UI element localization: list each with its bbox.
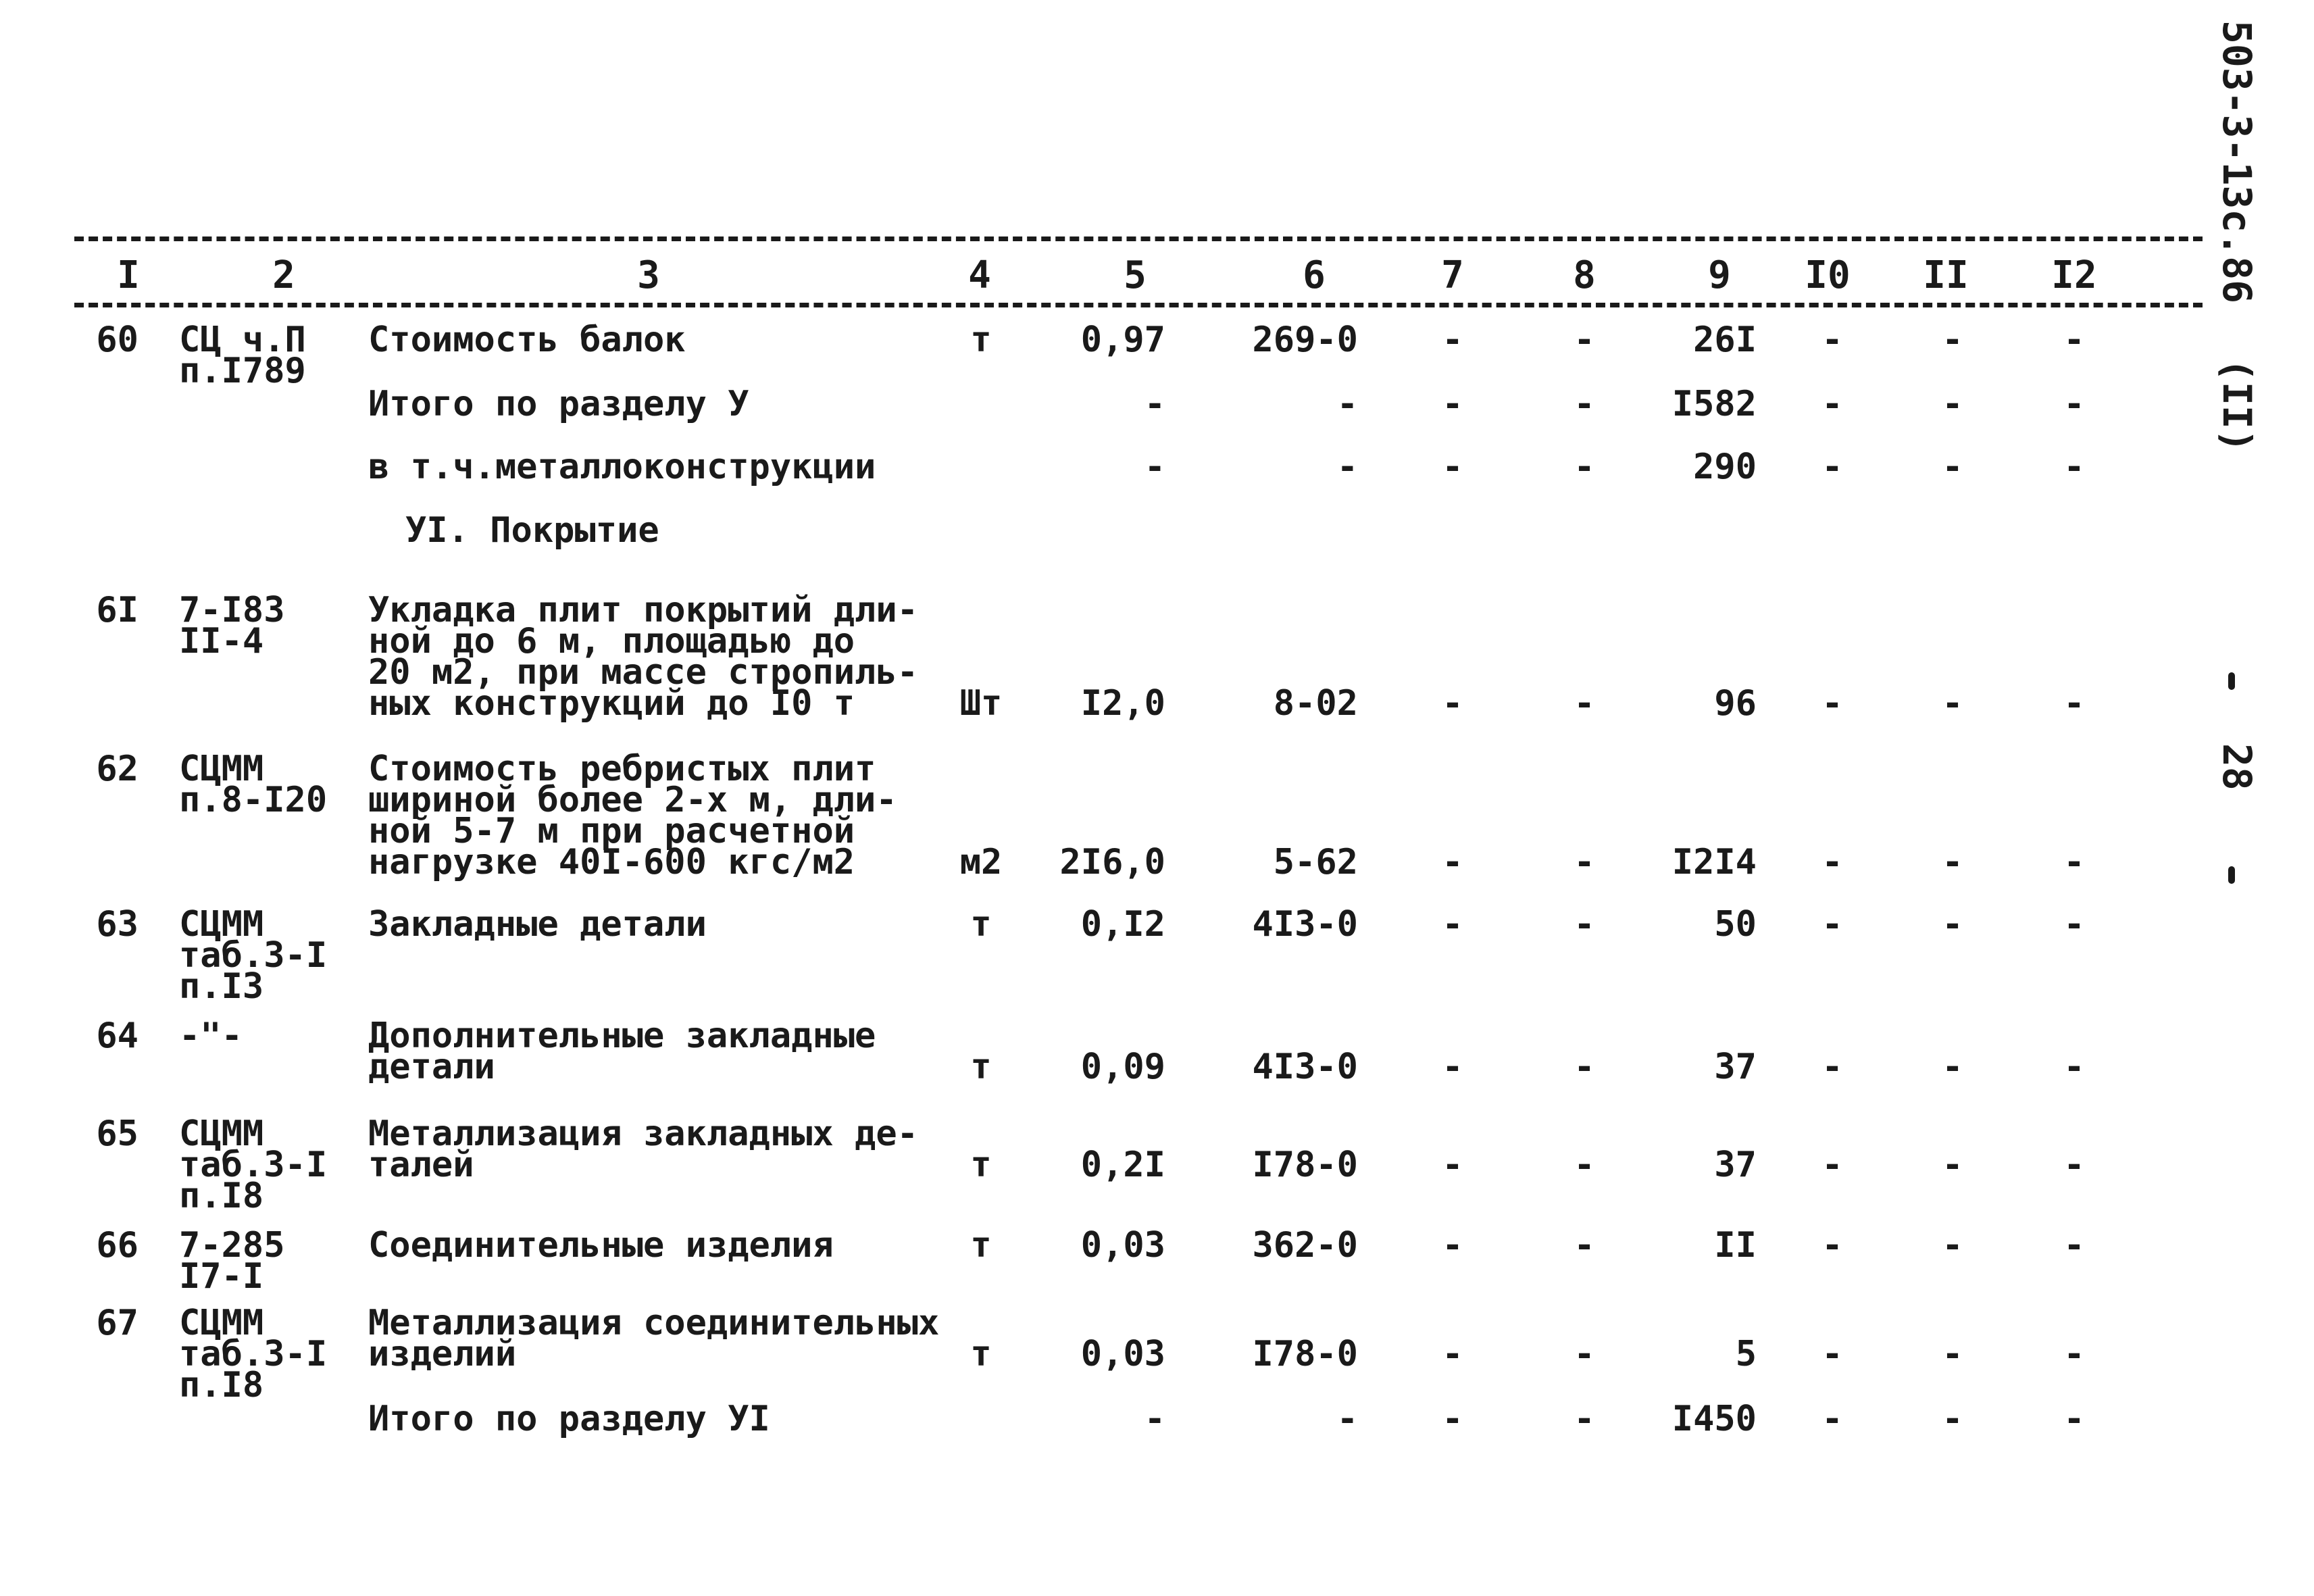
column-header-3: 3	[637, 253, 660, 297]
work-name: Соединительные изделия	[368, 1225, 834, 1266]
norm-code: таб.3-I	[179, 1145, 328, 1185]
norm-code: СЦ ч.П	[179, 320, 306, 360]
row-number: 64	[96, 1016, 139, 1056]
cell-total: 5	[1735, 1334, 1757, 1374]
cell-c10: -	[1821, 1334, 1843, 1374]
column-header-9: 9	[1708, 253, 1731, 297]
norm-code: СЦММ	[179, 1114, 264, 1154]
column-header-11: II	[1923, 253, 1969, 297]
work-name: изделий	[368, 1334, 517, 1374]
column-header-6: 6	[1303, 253, 1326, 297]
row-number: 66	[96, 1225, 139, 1266]
cell-c10: -	[1821, 384, 1843, 424]
row-number: 65	[96, 1114, 139, 1154]
cell-c11: -	[1942, 904, 1963, 945]
column-header-8: 8	[1573, 253, 1596, 297]
cell-price: I78-0	[1252, 1145, 1358, 1185]
row-number: 62	[96, 749, 139, 789]
cell-c12: -	[2063, 842, 2085, 882]
cell-unit: т	[970, 1047, 992, 1087]
work-name: Стоимость балок	[368, 320, 686, 360]
header-top-rule	[74, 236, 2203, 241]
document-code: 503-3-13c.86	[2214, 20, 2260, 304]
cell-total: 50	[1714, 904, 1757, 945]
work-name: Закладные детали	[368, 904, 707, 945]
cell-qty: 2I6,0	[1059, 842, 1165, 882]
cell-price: -	[1336, 384, 1358, 424]
cell-c8: -	[1574, 1399, 1595, 1439]
cell-total: 96	[1714, 683, 1757, 724]
cell-c12: -	[2063, 1145, 2085, 1185]
work-name: Итого по разделу УI	[368, 1399, 770, 1439]
cell-c7: -	[1442, 683, 1463, 724]
column-header-4: 4	[968, 253, 991, 297]
cell-price: 5-62	[1273, 842, 1358, 882]
work-name: детали	[368, 1047, 495, 1087]
cell-price: 269-0	[1252, 320, 1358, 360]
album-number: (II)	[2214, 358, 2260, 453]
cell-price: -	[1336, 1399, 1358, 1439]
cell-c7: -	[1442, 842, 1463, 882]
norm-code: п.8-I20	[179, 780, 328, 820]
norm-code: -"-	[179, 1016, 243, 1056]
cell-price: 4I3-0	[1252, 1047, 1358, 1087]
page-number: 28	[2214, 743, 2260, 791]
cell-c12: -	[2063, 1334, 2085, 1374]
cell-c10: -	[1821, 447, 1843, 487]
cell-c11: -	[1942, 1047, 1963, 1087]
cell-total: I2I4	[1671, 842, 1757, 882]
work-name: Дополнительные закладные	[368, 1016, 876, 1056]
cell-price: 8-02	[1273, 683, 1358, 724]
page-dash-top	[2228, 672, 2235, 690]
work-name: ной до 6 м, площадью до	[368, 621, 855, 662]
norm-code: таб.3-I	[179, 1334, 328, 1374]
cell-c10: -	[1821, 683, 1843, 724]
work-name: нагрузке 40I-600 кгс/м2	[368, 842, 855, 882]
cell-c10: -	[1821, 904, 1843, 945]
cell-c8: -	[1574, 1047, 1595, 1087]
row-number: 63	[96, 904, 139, 945]
work-name: Металлизация закладных де-	[368, 1114, 918, 1154]
cell-total: 290	[1693, 447, 1757, 487]
cell-c7: -	[1442, 447, 1463, 487]
cell-c8: -	[1574, 384, 1595, 424]
norm-code: 7-285	[179, 1225, 285, 1266]
cell-c11: -	[1942, 320, 1963, 360]
cell-c7: -	[1442, 1145, 1463, 1185]
cell-qty: -	[1144, 447, 1165, 487]
cell-c12: -	[2063, 1047, 2085, 1087]
cell-c10: -	[1821, 1047, 1843, 1087]
work-name: в т.ч.металлоконструкции	[368, 447, 876, 487]
cell-unit: Шт	[959, 683, 1003, 724]
cell-qty: I2,0	[1080, 683, 1165, 724]
cell-total: 26I	[1693, 320, 1757, 360]
cell-c11: -	[1942, 1399, 1963, 1439]
cell-qty: 0,03	[1080, 1334, 1165, 1374]
cell-c8: -	[1574, 1334, 1595, 1374]
cell-qty: 0,97	[1080, 320, 1165, 360]
cell-c12: -	[2063, 1399, 2085, 1439]
column-header-2: 2	[272, 253, 295, 297]
cell-c12: -	[2063, 904, 2085, 945]
norm-code: п.I3	[179, 966, 264, 1007]
header-bottom-rule	[74, 303, 2203, 307]
cell-c8: -	[1574, 1225, 1595, 1266]
cell-c8: -	[1574, 683, 1595, 724]
work-name: ных конструкций до I0 т	[368, 683, 855, 724]
cell-c7: -	[1442, 1047, 1463, 1087]
cell-c8: -	[1574, 447, 1595, 487]
row-number: 67	[96, 1303, 139, 1343]
cell-c7: -	[1442, 1225, 1463, 1266]
work-name: ной 5-7 м при расчетной	[368, 811, 855, 851]
cell-c7: -	[1442, 320, 1463, 360]
norm-code: п.I8	[179, 1365, 264, 1405]
norm-code: СЦММ	[179, 749, 264, 789]
cell-c7: -	[1442, 384, 1463, 424]
cell-unit: м2	[959, 842, 1003, 882]
cell-unit: т	[970, 1145, 992, 1185]
cell-unit: т	[970, 904, 992, 945]
work-name: Укладка плит покрытий дли-	[368, 590, 918, 630]
cell-qty: 0,2I	[1080, 1145, 1165, 1185]
cell-c12: -	[2063, 447, 2085, 487]
work-name: Стоимость ребристых плит	[368, 749, 876, 789]
cell-price: I78-0	[1252, 1334, 1358, 1374]
cell-c8: -	[1574, 904, 1595, 945]
cell-c10: -	[1821, 1145, 1843, 1185]
cell-c12: -	[2063, 320, 2085, 360]
norm-code: п.I8	[179, 1176, 264, 1216]
column-header-1: I	[117, 253, 140, 297]
cell-c11: -	[1942, 447, 1963, 487]
cell-c11: -	[1942, 384, 1963, 424]
norm-code: СЦММ	[179, 904, 264, 945]
cell-qty: -	[1144, 1399, 1165, 1439]
norm-code: п.I789	[179, 351, 306, 391]
norm-code: I7-I	[179, 1256, 264, 1297]
cell-c10: -	[1821, 1399, 1843, 1439]
work-name: Металлизация соединительных	[368, 1303, 940, 1343]
cell-total: 37	[1714, 1047, 1757, 1087]
work-name: шириной более 2-х м, дли-	[368, 780, 897, 820]
cell-unit: т	[970, 1225, 992, 1266]
norm-code: II-4	[179, 621, 264, 662]
cell-total: II	[1714, 1225, 1757, 1266]
cell-c7: -	[1442, 1334, 1463, 1374]
cell-total: I582	[1671, 384, 1757, 424]
norm-code: таб.3-I	[179, 935, 328, 976]
column-header-12: I2	[2051, 253, 2097, 297]
cell-c7: -	[1442, 904, 1463, 945]
cell-price: -	[1336, 447, 1358, 487]
cell-qty: -	[1144, 384, 1165, 424]
cell-price: 4I3-0	[1252, 904, 1358, 945]
cell-qty: 0,I2	[1080, 904, 1165, 945]
cell-c10: -	[1821, 320, 1843, 360]
section-heading: УI. Покрытие	[405, 510, 659, 551]
cell-c7: -	[1442, 1399, 1463, 1439]
cell-c10: -	[1821, 1225, 1843, 1266]
cell-c12: -	[2063, 1225, 2085, 1266]
cell-c12: -	[2063, 683, 2085, 724]
cell-c8: -	[1574, 842, 1595, 882]
cell-c11: -	[1942, 1334, 1963, 1374]
work-name: 20 м2, при массе стропиль-	[368, 652, 918, 693]
norm-code: 7-I83	[179, 590, 285, 630]
row-number: 6I	[96, 590, 139, 630]
cell-unit: т	[970, 1334, 992, 1374]
cell-c8: -	[1574, 320, 1595, 360]
cell-total: I450	[1671, 1399, 1757, 1439]
page-dash-bottom	[2228, 866, 2235, 884]
cell-qty: 0,03	[1080, 1225, 1165, 1266]
cell-c11: -	[1942, 842, 1963, 882]
column-header-7: 7	[1441, 253, 1464, 297]
work-name: талей	[368, 1145, 474, 1185]
cell-qty: 0,09	[1080, 1047, 1165, 1087]
cell-c11: -	[1942, 1145, 1963, 1185]
norm-code: СЦММ	[179, 1303, 264, 1343]
cell-c12: -	[2063, 384, 2085, 424]
work-name: Итого по разделу У	[368, 384, 749, 424]
cell-c11: -	[1942, 683, 1963, 724]
column-header-10: I0	[1805, 253, 1851, 297]
cell-c10: -	[1821, 842, 1843, 882]
cell-c11: -	[1942, 1225, 1963, 1266]
row-number: 60	[96, 320, 139, 360]
cell-unit: т	[970, 320, 992, 360]
cell-price: 362-0	[1252, 1225, 1358, 1266]
cell-c8: -	[1574, 1145, 1595, 1185]
column-header-5: 5	[1124, 253, 1147, 297]
cell-total: 37	[1714, 1145, 1757, 1185]
